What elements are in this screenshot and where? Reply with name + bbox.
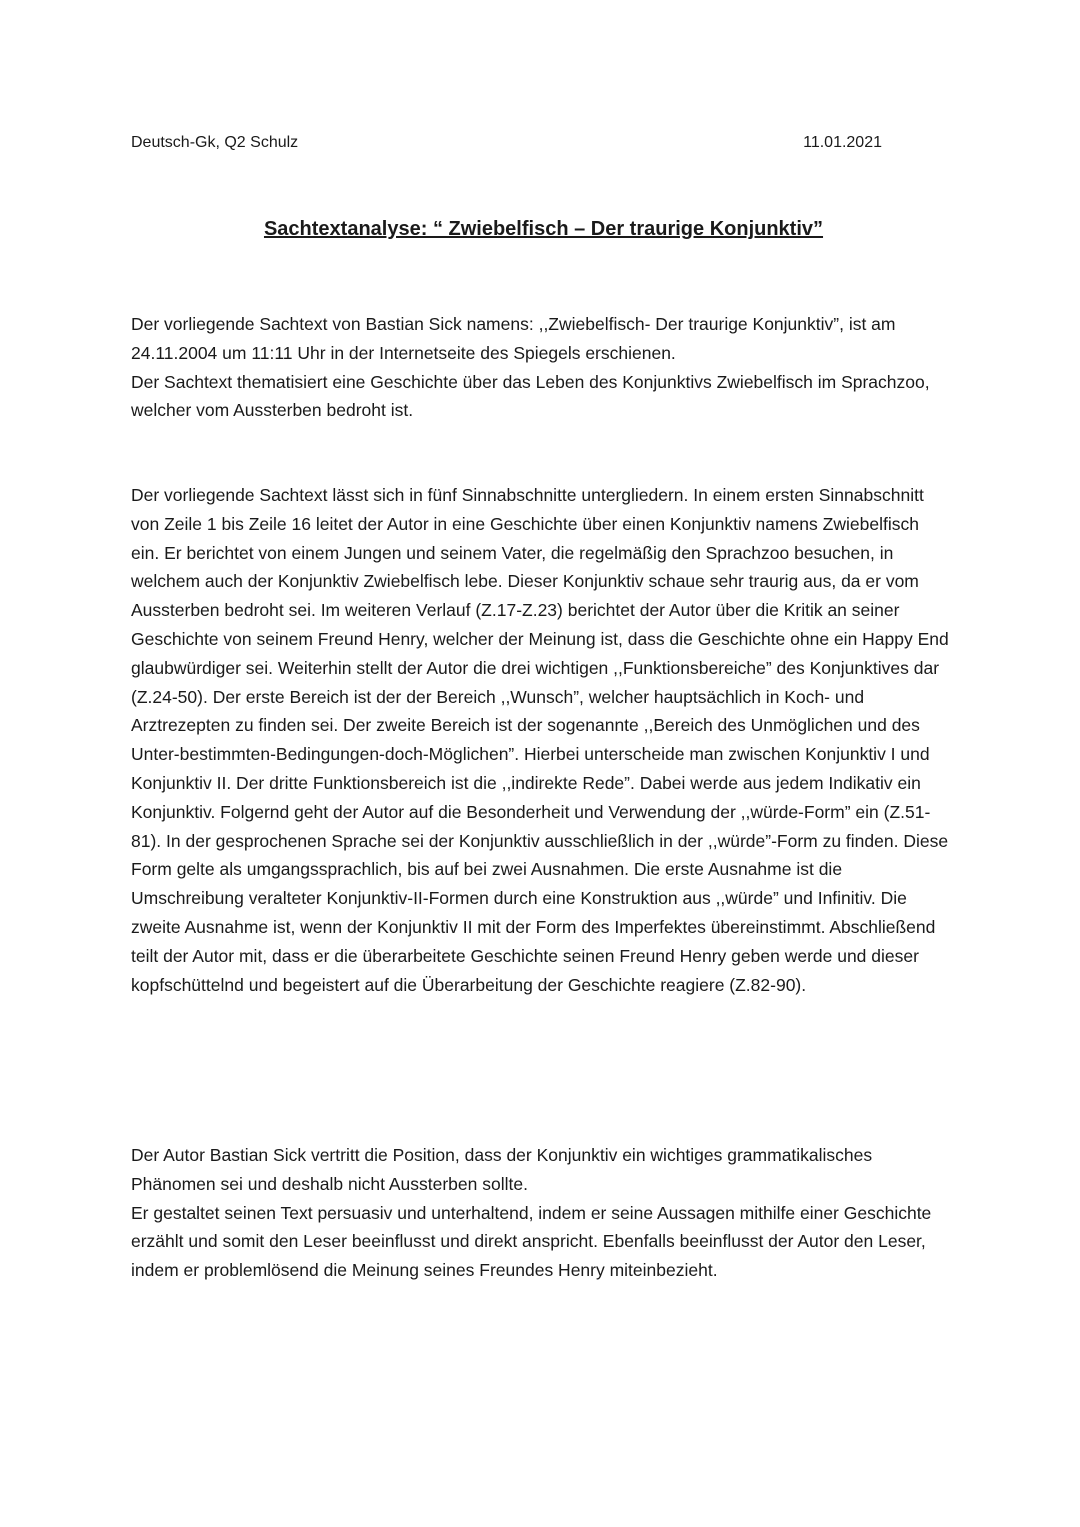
summary-paragraph: Der vorliegende Sachtext lässt sich in fünf Sinnabschnitte untergliedern. In einem ersten Sinnabschnitt von Zeile 1 bis Zeile 16 leitet der Autor in eine Geschichte über einen Konjunktiv namens Zwiebelfisch ein. Er berichtet von einem Jungen und seinem Vater, die regelmäßig den Sprachzoo besuchen, in welchem auch der Konjunktiv Zwiebelfisch lebe. Dieser Konjunktiv schaue sehr traurig aus, da er vom Aussterben bedroht sei. Im weiteren Verlauf (Z.17-Z.23) berichtet der Autor über die Kritik an seiner Geschichte von seinem Freund Henry, welcher der Meinung ist, dass die Geschichte ohne ein Happy End glaubwürdiger sei. Weiterhin stellt der Autor die drei wichtigen ,,Funktionsbereiche” des Konjunktives dar (Z.24-50). Der erste Bereich ist der der Bereich ,,Wunsch”, welcher hauptsächlich in Koch- und Arztrezepten zu finden sei. Der zweite Bereich ist der sogenannte ,,Bereich des Unmöglichen und des Unter-bestimmten-Bedingungen-doch-Möglichen”. Hierbei unterscheide man zwischen Konjunktiv I und Konjunktiv II. Der dritte Funktionsbereich ist die ,,indirekte Rede”. Dabei werde aus jedem Indikativ ein Konjunktiv. Folgernd geht der Autor auf die Besonderheit und Verwendung der ,,würde-Form” ein (Z.51-81). In der gesprochenen Sprache sei der Konjunktiv ausschließlich in der ,,würde”-Form zu finden. Diese Form gelte als umgangssprachlich, bis auf bei zwei Ausnahmen. Die erste Ausnahme ist die Umschreibung veralteter Konjunktiv-II-Formen durch eine Konstruktion aus ,,würde” und Infinitiv. Die zweite Ausnahme ist, wenn der Konjunktiv II mit der Form des Imperfektes übereinstimmt. Abschließend teilt der Autor mit, dass er die überarbeitete Geschichte seinen Freund Henry geben werde und dieser kopfschüttelnd und begeistert auf die Überarbeitung der Geschichte reagiere (Z.82-90).: [131, 485, 949, 995]
document-title: Sachtextanalyse: “ Zwiebelfisch – Der traurige Konjunktiv”: [263, 218, 824, 240]
position-section: [131, 1141, 951, 1285]
position-paragraph-1: Der Autor Bastian Sick vertritt die Position, dass der Konjunktiv ein wichtiges grammatikalisches Phänomen sei und deshalb nicht Aussterben sollte.: [131, 1145, 873, 1194]
intro-paragraph-1: Der vorliegende Sachtext von Bastian Sick namens: ,,Zwiebelfisch- Der traurige Konjunktiv”, ist am 24.11.2004 um 11:11 Uhr in der Internetseite des Spiegels erschienen.: [131, 314, 896, 363]
summary-section: [131, 481, 951, 999]
course-label: Deutsch-Gk, Q2 Schulz: [131, 134, 299, 151]
position-paragraph-2: Er gestaltet seinen Text persuasiv und unterhaltend, indem er seine Aussagen mithilfe einer Geschichte erzählt und somit den Leser beeinflusst und direkt anspricht. Ebenfalls beeinflusst der Autor den Leser, indem er problemlösend die Meinung seines Freundes Henry miteinbezieht.: [131, 1202, 932, 1281]
intro-paragraph-2: Der Sachtext thematisiert eine Geschichte über das Leben des Konjunktivs Zwiebelfisch im Sprachzoo, welcher vom Aussterben bedroht ist.: [131, 371, 930, 421]
intro-section: [131, 310, 951, 425]
document-date: 11.01.2021: [803, 134, 882, 151]
page-header: [131, 133, 882, 153]
